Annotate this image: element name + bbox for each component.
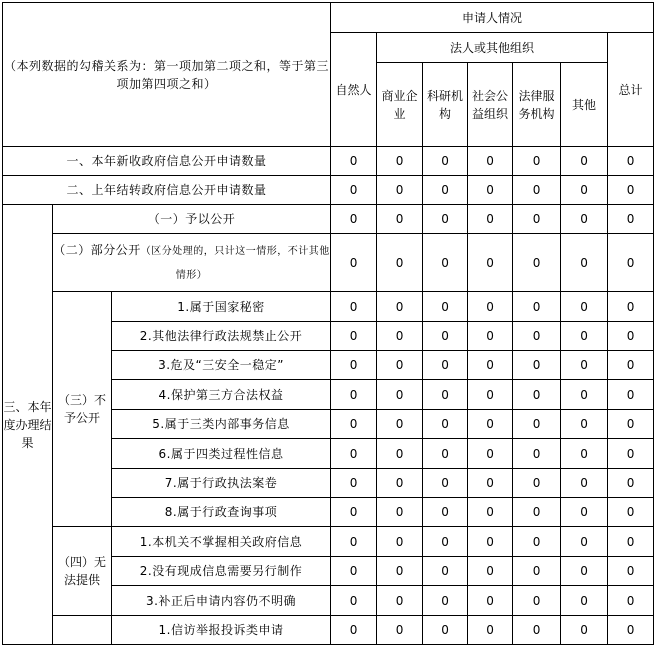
cell-value: 0 xyxy=(423,234,468,292)
row-label: 8.属于行政查询事项 xyxy=(112,498,331,527)
cell-value: 0 xyxy=(377,586,423,616)
row-label: 3.危及“三安全一稳定” xyxy=(112,351,331,380)
cell-value: 0 xyxy=(331,351,377,380)
cell-value: 0 xyxy=(377,557,423,586)
cell-value: 0 xyxy=(423,527,468,557)
row-label: 5.属于三类内部事务信息 xyxy=(112,410,331,439)
cell-value: 0 xyxy=(377,469,423,498)
table-row xyxy=(3,616,654,645)
table-row xyxy=(3,527,654,557)
cell-value: 0 xyxy=(513,205,561,234)
cell-value: 0 xyxy=(468,147,513,176)
cell-value: 0 xyxy=(377,234,423,292)
cell-value: 0 xyxy=(423,292,468,322)
table-row xyxy=(3,234,654,292)
cell-value: 0 xyxy=(468,439,513,469)
row-label: （二）部分公开 xyxy=(53,242,141,257)
header-other: 其他 xyxy=(561,63,608,147)
cell-value: 0 xyxy=(331,147,377,176)
cell-value: 0 xyxy=(423,380,468,410)
cell-value: 0 xyxy=(513,292,561,322)
cell-value: 0 xyxy=(331,586,377,616)
cell-value: 0 xyxy=(423,176,468,205)
row-label: 1.属于国家秘密 xyxy=(112,292,331,322)
cell-value: 0 xyxy=(561,469,608,498)
cell-value: 0 xyxy=(561,205,608,234)
cell-value: 0 xyxy=(513,410,561,439)
table-row xyxy=(3,292,654,322)
cell-value: 0 xyxy=(608,147,654,176)
cell-value: 0 xyxy=(608,176,654,205)
cell-value: 0 xyxy=(468,205,513,234)
cell-value: 0 xyxy=(423,205,468,234)
cell-value: 0 xyxy=(377,380,423,410)
cell-value: 0 xyxy=(423,322,468,351)
cell-value: 0 xyxy=(513,498,561,527)
cell-value: 0 xyxy=(377,205,423,234)
row-label: 2.其他法律行政法规禁止公开 xyxy=(112,322,331,351)
cell-value: 0 xyxy=(377,439,423,469)
cell-value: 0 xyxy=(513,527,561,557)
cell-value: 0 xyxy=(468,527,513,557)
row-label: 一、本年新收政府信息公开申请数量 xyxy=(3,147,331,176)
cell-value: 0 xyxy=(608,205,654,234)
cell-value: 0 xyxy=(513,351,561,380)
cell-value: 0 xyxy=(377,527,423,557)
row-label: 6.属于四类过程性信息 xyxy=(112,439,331,469)
cell-value: 0 xyxy=(423,557,468,586)
cell-value: 0 xyxy=(331,410,377,439)
cell-value: 0 xyxy=(331,439,377,469)
cell-value: 0 xyxy=(608,380,654,410)
cell-value: 0 xyxy=(331,469,377,498)
cell-value: 0 xyxy=(561,498,608,527)
cell-value: 0 xyxy=(513,616,561,645)
cell-value: 0 xyxy=(377,292,423,322)
table-row xyxy=(3,176,654,205)
cell-value: 0 xyxy=(561,439,608,469)
header-legal-group: 法人或其他组织 xyxy=(377,33,608,63)
cell-value: 0 xyxy=(331,527,377,557)
group3-label: （三）不予公开 xyxy=(53,292,112,527)
cell-value: 0 xyxy=(561,234,608,292)
header-total: 总计 xyxy=(608,33,654,147)
row-label: 3.补正后申请内容仍不明确 xyxy=(112,586,331,616)
cell-value: 0 xyxy=(331,234,377,292)
cell-value: 0 xyxy=(513,439,561,469)
cell-value: 0 xyxy=(608,234,654,292)
cell-value: 0 xyxy=(331,176,377,205)
cell-value: 0 xyxy=(608,586,654,616)
cell-value: 0 xyxy=(377,616,423,645)
cell-value: 0 xyxy=(468,469,513,498)
cell-value: 0 xyxy=(423,616,468,645)
row-label: （一）予以公开 xyxy=(53,205,331,234)
row-label: 1.信访举报投诉类申请 xyxy=(112,616,331,645)
cell-value: 0 xyxy=(608,322,654,351)
cell-value: 0 xyxy=(561,351,608,380)
cell-value: 0 xyxy=(513,380,561,410)
cell-value: 0 xyxy=(468,616,513,645)
cell-value: 0 xyxy=(423,498,468,527)
cell-value: 0 xyxy=(331,380,377,410)
cell-value: 0 xyxy=(561,322,608,351)
cell-value: 0 xyxy=(331,292,377,322)
cell-value: 0 xyxy=(608,616,654,645)
cell-value: 0 xyxy=(561,292,608,322)
cell-value: 0 xyxy=(423,439,468,469)
row-label: 2.没有现成信息需要另行制作 xyxy=(112,557,331,586)
header-note: （本列数据的勾稽关系为：第一项加第二项之和，等于第三项加第四项之和） xyxy=(3,3,331,147)
cell-value: 0 xyxy=(513,234,561,292)
section3-label: 三、本年度办理结果 xyxy=(3,205,53,645)
row-label: 二、上年结转政府信息公开申请数量 xyxy=(3,176,331,205)
cell-value: 0 xyxy=(331,557,377,586)
cell-value: 0 xyxy=(608,498,654,527)
cell-value: 0 xyxy=(468,234,513,292)
row-label: 1.本机关不掌握相关政府信息 xyxy=(112,527,331,557)
cell-value: 0 xyxy=(561,616,608,645)
cell-value: 0 xyxy=(468,380,513,410)
cell-value: 0 xyxy=(377,498,423,527)
table-row xyxy=(3,147,654,176)
cell-value: 0 xyxy=(513,469,561,498)
cell-value: 0 xyxy=(468,557,513,586)
header-commercial: 商业企业 xyxy=(377,63,423,147)
cell-value: 0 xyxy=(561,176,608,205)
cell-value: 0 xyxy=(608,439,654,469)
cell-value: 0 xyxy=(377,410,423,439)
row-label-partial xyxy=(53,234,331,292)
cell-value: 0 xyxy=(331,498,377,527)
group5-label xyxy=(53,616,112,645)
info-disclosure-table xyxy=(2,2,654,645)
cell-value: 0 xyxy=(608,410,654,439)
header-applicant-situation: 申请人情况 xyxy=(331,3,654,33)
cell-value: 0 xyxy=(468,176,513,205)
cell-value: 0 xyxy=(608,469,654,498)
cell-value: 0 xyxy=(561,410,608,439)
header-research: 科研机构 xyxy=(423,63,468,147)
cell-value: 0 xyxy=(608,292,654,322)
cell-value: 0 xyxy=(513,322,561,351)
cell-value: 0 xyxy=(423,410,468,439)
cell-value: 0 xyxy=(513,176,561,205)
cell-value: 0 xyxy=(468,322,513,351)
cell-value: 0 xyxy=(423,351,468,380)
row-note: （区分处理的，只计这一情形，不计其他情形） xyxy=(140,245,330,281)
cell-value: 0 xyxy=(331,322,377,351)
cell-value: 0 xyxy=(377,176,423,205)
cell-value: 0 xyxy=(608,527,654,557)
cell-value: 0 xyxy=(561,586,608,616)
cell-value: 0 xyxy=(331,616,377,645)
cell-value: 0 xyxy=(608,351,654,380)
cell-value: 0 xyxy=(377,322,423,351)
cell-value: 0 xyxy=(331,205,377,234)
cell-value: 0 xyxy=(513,586,561,616)
row-label: 7.属于行政执法案卷 xyxy=(112,469,331,498)
cell-value: 0 xyxy=(561,147,608,176)
header-social: 社会公益组织 xyxy=(468,63,513,147)
cell-value: 0 xyxy=(468,586,513,616)
header-natural-person: 自然人 xyxy=(331,33,377,147)
cell-value: 0 xyxy=(468,351,513,380)
cell-value: 0 xyxy=(423,147,468,176)
row-label: 4.保护第三方合法权益 xyxy=(112,380,331,410)
cell-value: 0 xyxy=(468,292,513,322)
header-row-1 xyxy=(3,3,654,33)
cell-value: 0 xyxy=(468,410,513,439)
cell-value: 0 xyxy=(513,147,561,176)
cell-value: 0 xyxy=(468,498,513,527)
table-row xyxy=(3,205,654,234)
group4-label: （四）无法提供 xyxy=(53,527,112,616)
cell-value: 0 xyxy=(377,351,423,380)
cell-value: 0 xyxy=(423,586,468,616)
cell-value: 0 xyxy=(561,527,608,557)
cell-value: 0 xyxy=(561,380,608,410)
cell-value: 0 xyxy=(513,557,561,586)
cell-value: 0 xyxy=(608,557,654,586)
cell-value: 0 xyxy=(377,147,423,176)
cell-value: 0 xyxy=(561,557,608,586)
cell-value: 0 xyxy=(423,469,468,498)
header-legal-service: 法律服务机构 xyxy=(513,63,561,147)
